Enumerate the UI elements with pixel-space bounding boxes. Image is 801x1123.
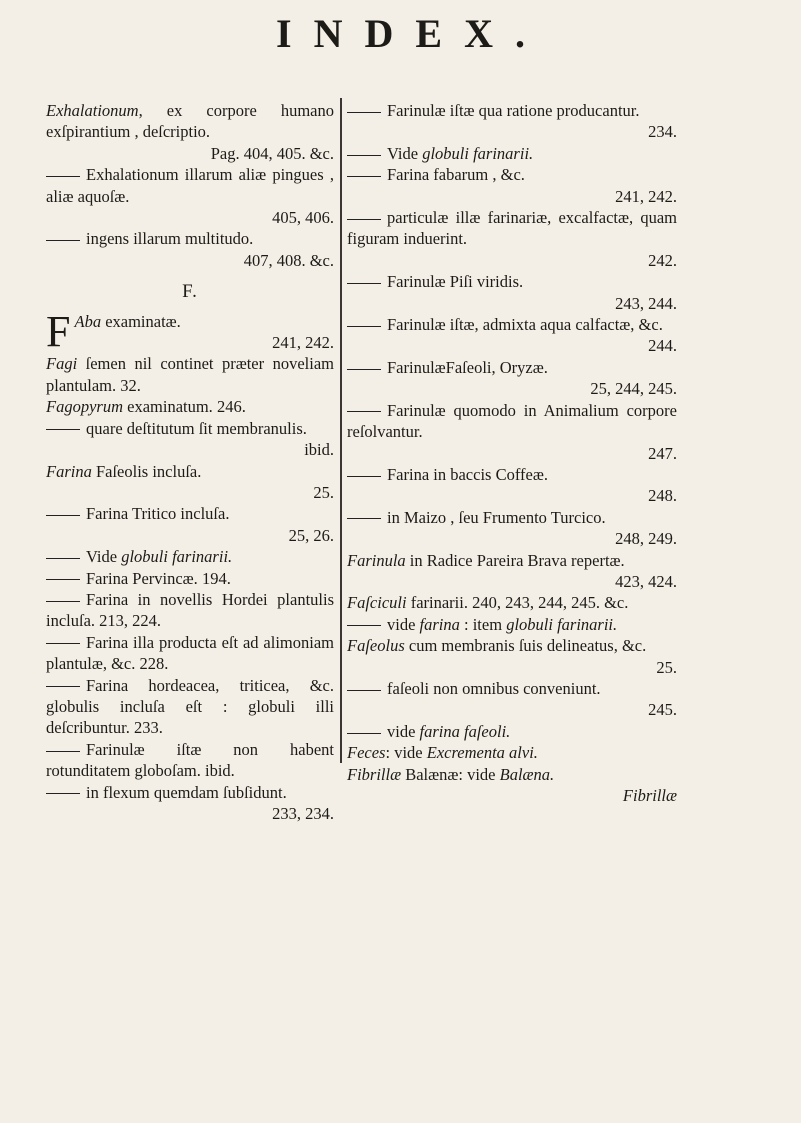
entry-pages: ibid.	[304, 440, 334, 460]
entry-text: vide	[387, 614, 420, 634]
ditto-dash	[347, 625, 381, 626]
index-entry	[46, 306, 334, 356]
entry-text: farinarii.	[406, 593, 468, 613]
entry-head: Farina	[46, 461, 92, 481]
entry-pages: 240, 243, 244, 245. &c.	[472, 593, 629, 613]
cross-reference: globuli farinarii.	[422, 143, 534, 163]
index-entry	[347, 614, 677, 635]
ditto-dash	[46, 601, 80, 602]
entry-pages: 213, 224.	[99, 611, 162, 631]
entry-head: Fagopyrum	[46, 397, 123, 417]
entry-pages: 407, 408. &c.	[243, 250, 334, 270]
ditto-dash	[347, 176, 381, 177]
ditto-dash	[46, 515, 80, 516]
entry-text: quare deſtitutum ſit membranulis.	[86, 418, 307, 438]
index-entry	[347, 550, 677, 593]
entry-pages: 25.	[656, 657, 677, 677]
entry-text: Farinulæ iſtæ, admixta aqua calfactæ, &c.	[387, 315, 663, 335]
entry-text: Farinulæ quomodo in Animalium corpore reſolvantur.	[347, 400, 677, 442]
index-entry	[347, 592, 677, 613]
ditto-dash	[347, 476, 381, 477]
entry-pages: Pag. 404, 405. &c.	[210, 143, 334, 163]
ditto-dash	[46, 579, 80, 580]
entry-head: Fibrillæ	[347, 764, 402, 784]
entry-text: in Radice Pareira Brava repertæ.	[405, 550, 625, 570]
entry-text: Farina fabarum , &c.	[387, 165, 525, 185]
index-entry	[347, 207, 677, 271]
index-entry	[46, 675, 334, 739]
page-title: INDEX.	[276, 11, 547, 56]
entry-text: Farinulæ Piſi viridis.	[387, 272, 524, 292]
entry-text: Farina Tritico incluſa.	[86, 504, 230, 524]
index-entry	[347, 271, 677, 314]
ditto-dash	[347, 112, 381, 113]
entry-pages: 233, 234.	[272, 804, 334, 823]
index-entry	[46, 418, 334, 461]
entry-text: , ex corpore humano exſpirantium , deſcriptio.	[46, 101, 334, 142]
entry-head: Feces	[347, 743, 386, 763]
entry-text: FarinulæFaſeoli, Oryzæ.	[387, 357, 548, 377]
entry-text: faſeoli non omnibus conveniunt.	[387, 678, 601, 698]
index-entry	[46, 546, 334, 567]
ditto-dash	[46, 751, 80, 752]
entry-pages: 248, 249.	[615, 529, 677, 549]
entry-text: ſemen nil continet præter noveliam plantulam.	[46, 354, 334, 395]
index-entry	[46, 461, 334, 504]
entry-text: particulæ illæ farinariæ, excalfactæ, quam figuram induerint.	[347, 208, 677, 249]
cross-reference: globuli farinarii.	[506, 614, 618, 634]
cross-reference: farina	[419, 614, 460, 634]
index-entry	[347, 678, 677, 721]
entry-pages: 25, 244, 245.	[590, 379, 677, 399]
cross-reference: farina faſeoli.	[419, 721, 511, 741]
index-entry	[46, 782, 334, 825]
index-entry	[347, 742, 677, 763]
ditto-dash	[347, 155, 381, 156]
entry-head: Farinula	[347, 550, 406, 570]
entry-text: Farina hordeacea, triticea, &c. globulis incluſa eſt : globuli illi deſcribuntur.	[46, 675, 334, 738]
entry-pages: 241, 242.	[272, 333, 334, 353]
entry-pages: 233.	[133, 718, 163, 738]
column-divider	[340, 98, 342, 763]
entry-head: Aba	[74, 311, 102, 331]
index-entry	[46, 396, 334, 417]
index-entry	[46, 100, 334, 164]
entry-pages: 228.	[139, 654, 169, 674]
entry-text: Balænæ: vide	[401, 764, 500, 784]
left-column	[46, 100, 334, 824]
index-entry	[46, 739, 334, 782]
entry-pages: 32.	[120, 375, 141, 395]
entry-pages: 423, 424.	[615, 571, 677, 591]
entry-text: Farinulæ iſtæ qua ratione producantur.	[387, 101, 640, 120]
index-entry	[46, 503, 334, 546]
ditto-dash	[46, 429, 80, 430]
entry-text: examinatæ.	[101, 311, 181, 331]
ditto-dash	[347, 690, 381, 691]
index-entry	[347, 764, 677, 785]
entry-text: Farina in baccis Coffeæ.	[387, 464, 548, 484]
ditto-dash	[46, 793, 80, 794]
entry-pages: 247.	[648, 443, 677, 463]
ditto-dash	[46, 240, 80, 241]
entry-pages: 234.	[648, 122, 677, 142]
index-entry	[347, 464, 677, 507]
ditto-dash	[347, 283, 381, 284]
entry-text: in flexum quemdam ſubſidunt.	[86, 782, 287, 802]
entry-pages: 243, 244.	[615, 293, 677, 313]
entry-text: Farina in novellis Hordei plantulis incluſa.	[46, 589, 334, 631]
index-entry	[46, 164, 334, 228]
entry-pages: ibid.	[205, 761, 235, 781]
entry-text: vide	[387, 721, 420, 741]
ditto-dash	[46, 558, 80, 559]
right-column	[347, 100, 677, 806]
entry-text: Faſeolis incluſa.	[91, 461, 202, 481]
index-entry	[347, 314, 677, 357]
index-entry	[347, 721, 677, 742]
entry-text: examinatum.	[123, 397, 213, 417]
entry-text: Farina Pervincæ.	[86, 568, 198, 588]
ditto-dash	[347, 219, 381, 220]
index-entry	[46, 353, 334, 396]
index-entry	[46, 632, 334, 675]
index-entry	[46, 568, 334, 589]
catchword: Fibrillæ	[622, 786, 677, 805]
ditto-dash	[347, 369, 381, 370]
index-entry	[347, 635, 677, 678]
index-entry	[347, 357, 677, 400]
entry-pages: 245.	[648, 700, 677, 720]
entry-head: Exhalationum	[46, 101, 139, 120]
entry-pages: 405, 406.	[272, 208, 334, 228]
ditto-dash	[347, 326, 381, 327]
ditto-dash	[46, 686, 80, 687]
entry-text: Farinulæ iſtæ non habent rotunditatem globoſam.	[46, 739, 334, 781]
entry-text: Farina illa producta eſt ad alimoniam plantulæ, &c.	[46, 632, 334, 674]
entry-text: : item	[459, 614, 507, 634]
entry-text: : vide	[385, 743, 427, 763]
index-entry	[347, 164, 677, 207]
entry-head: Faſciculi	[347, 593, 407, 613]
cross-reference: Balæna.	[499, 764, 555, 784]
entry-head: Faſeolus	[347, 636, 405, 656]
entry-text: in Maizo , ſeu Frumento Turcico.	[387, 507, 606, 527]
entry-text: Vide	[86, 547, 122, 567]
section-letter: F.	[182, 281, 198, 303]
entry-text: ingens illarum multitudo.	[86, 229, 254, 249]
entry-pages: 194.	[201, 568, 231, 588]
entry-pages: 241, 242.	[615, 186, 677, 206]
ditto-dash	[46, 643, 80, 644]
index-entry	[46, 589, 334, 632]
cross-reference: globuli farinarii.	[121, 547, 233, 567]
index-entry	[347, 100, 677, 143]
index-entry	[46, 228, 334, 271]
entry-head: Fagi	[46, 354, 78, 374]
entry-text: Exhalationum illarum aliæ pingues , aliæ aquoſæ.	[46, 165, 334, 206]
entry-text: cum membranis ſuis delineatus, &c.	[404, 636, 647, 656]
entry-pages: 248.	[648, 486, 677, 506]
ditto-dash	[347, 411, 381, 412]
index-entry	[347, 143, 677, 164]
ditto-dash	[347, 518, 381, 519]
ditto-dash	[347, 733, 381, 734]
index-entry	[347, 507, 677, 550]
cross-reference: Excrementa alvi.	[426, 743, 538, 763]
entry-pages: 242.	[648, 250, 677, 270]
entry-pages: 244.	[648, 336, 677, 356]
entry-text: Vide	[387, 143, 423, 163]
entry-pages: 25.	[313, 482, 334, 502]
ditto-dash	[46, 176, 80, 177]
entry-pages: 25, 26.	[288, 525, 334, 545]
index-entry	[347, 400, 677, 464]
entry-pages: 246.	[216, 397, 246, 417]
drop-cap: F	[46, 306, 71, 356]
